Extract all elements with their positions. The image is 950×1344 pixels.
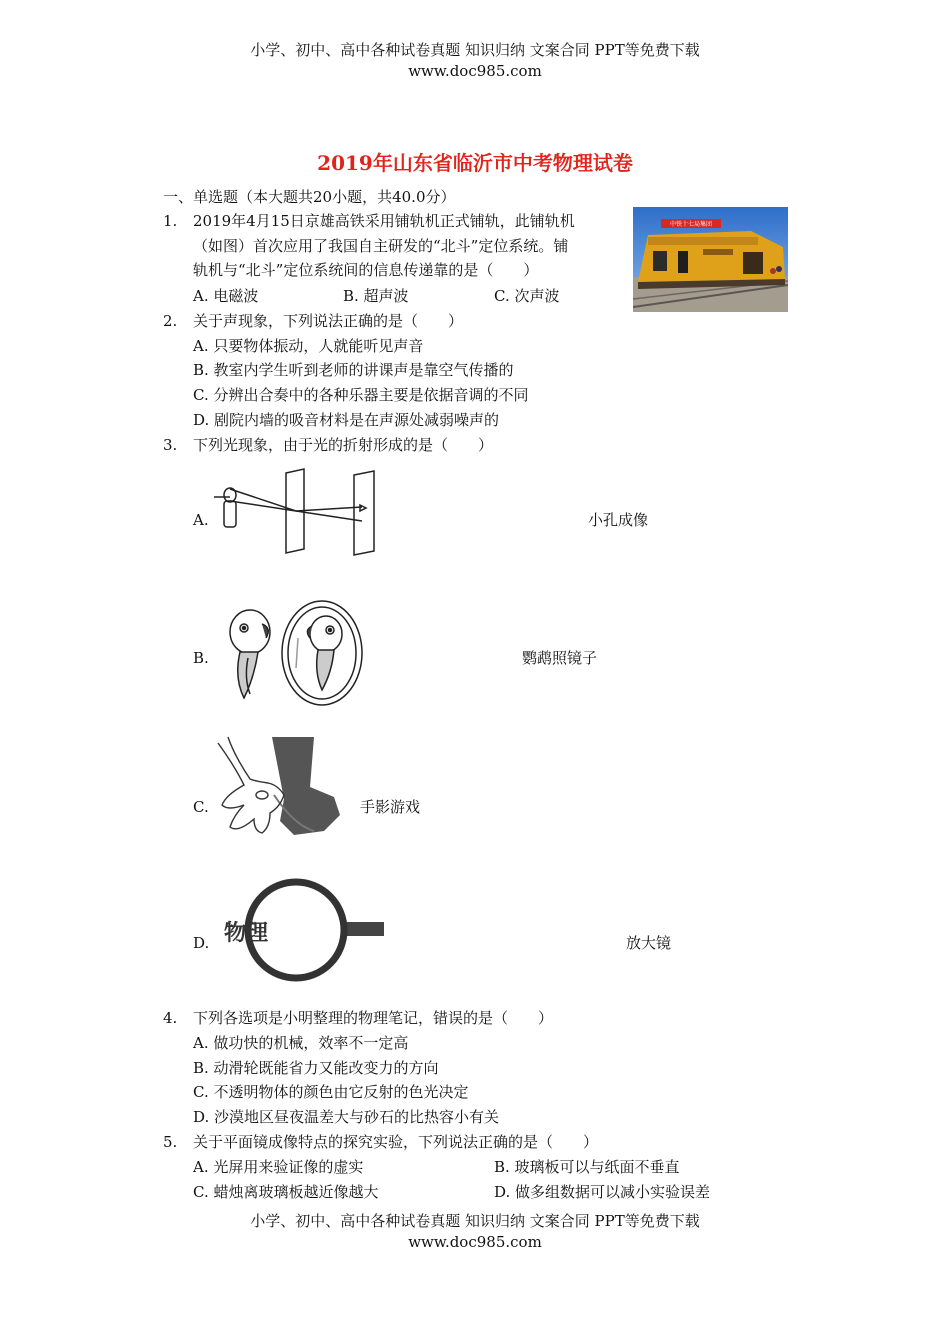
q1-line: 2019年4月15日京雄高铁采用铺轨机正式铺轨，此铺轨机 <box>193 212 575 230</box>
q1-number: 1. <box>163 212 178 230</box>
page-title: 2019年山东省临沂市中考物理试卷 <box>317 151 633 175</box>
q2-option-d: D. 剧院内墙的吸音材料是在声源处减弱噪声的 <box>193 411 500 429</box>
page-footer-url: www.doc985.com <box>408 1233 542 1251</box>
q5-option-d: D. 做多组数据可以减小实验误差 <box>494 1183 711 1201</box>
q1-line: 轨机与“北斗”定位系统间的信息传递靠的是（ ） <box>193 261 539 279</box>
pinhole-imaging-diagram <box>214 467 394 557</box>
magnified-text: 物理 <box>224 921 269 946</box>
q1-option-c: C. 次声波 <box>494 287 560 305</box>
q3-option-d-letter: D. <box>193 934 210 952</box>
q5-option-a: A. 光屏用来验证像的虚实 <box>193 1158 364 1176</box>
magnifying-glass-diagram <box>214 878 384 988</box>
page-header-url: www.doc985.com <box>408 62 542 80</box>
q3-option-b-letter: B. <box>193 649 209 667</box>
q1-line: （如图）首次应用了我国自主研发的“北斗”定位系统。铺 <box>193 237 569 255</box>
hand-shadow-diagram <box>214 735 354 845</box>
q2-number: 2. <box>163 312 178 330</box>
q1-option-a: A. 电磁波 <box>193 287 259 305</box>
q3-option-c-caption: 手影游戏 <box>360 798 421 816</box>
q4-option-a: A. 做功快的机械，效率不一定高 <box>193 1034 409 1052</box>
q4-number: 4. <box>163 1009 178 1027</box>
track-laying-machine-photo <box>633 207 788 312</box>
photo-banner-text: 中铁十七局集团 <box>669 221 713 228</box>
q3-option-d-caption: 放大镜 <box>626 934 672 952</box>
q3-option-a-caption: 小孔成像 <box>588 511 649 529</box>
q5-stem: 关于平面镜成像特点的探究实验，下列说法正确的是（ ） <box>193 1133 599 1151</box>
q2-option-a: A. 只要物体振动，人就能听见声音 <box>193 337 424 355</box>
q3-number: 3. <box>163 436 178 454</box>
q4-option-d: D. 沙漠地区昼夜温差大与砂石的比热容小有关 <box>193 1108 500 1126</box>
q3-stem: 下列光现象，由于光的折射形成的是（ ） <box>193 436 494 454</box>
q3-option-a-letter: A. <box>193 511 209 529</box>
q4-stem: 下列各选项是小明整理的物理笔记，错误的是（ ） <box>193 1009 554 1027</box>
section-heading: 一、单选题（本大题共20小题，共40.0分） <box>163 188 456 206</box>
parrot-mirror-diagram <box>214 598 364 708</box>
q1-option-b: B. 超声波 <box>343 287 409 305</box>
q2-stem: 关于声现象，下列说法正确的是（ ） <box>193 312 464 330</box>
q5-option-c: C. 蜡烛离玻璃板越近像越大 <box>193 1183 379 1201</box>
q3-option-c-letter: C. <box>193 798 209 816</box>
page-header-line1: 小学、初中、高中各种试卷真题 知识归纳 文案合同 PPT等免费下载 <box>250 41 700 59</box>
q3-option-b-caption: 鹦鹉照镜子 <box>522 649 598 667</box>
q4-option-c: C. 不透明物体的颜色由它反射的色光决定 <box>193 1083 469 1101</box>
q4-option-b: B. 动滑轮既能省力又能改变力的方向 <box>193 1059 439 1077</box>
q5-option-b: B. 玻璃板可以与纸面不垂直 <box>494 1158 680 1176</box>
q2-option-c: C. 分辨出合奏中的各种乐器主要是依据音调的不同 <box>193 386 529 404</box>
page-footer-line1: 小学、初中、高中各种试卷真题 知识归纳 文案合同 PPT等免费下载 <box>250 1212 700 1230</box>
q5-number: 5. <box>163 1133 178 1151</box>
q2-option-b: B. 教室内学生听到老师的讲课声是靠空气传播的 <box>193 361 514 379</box>
